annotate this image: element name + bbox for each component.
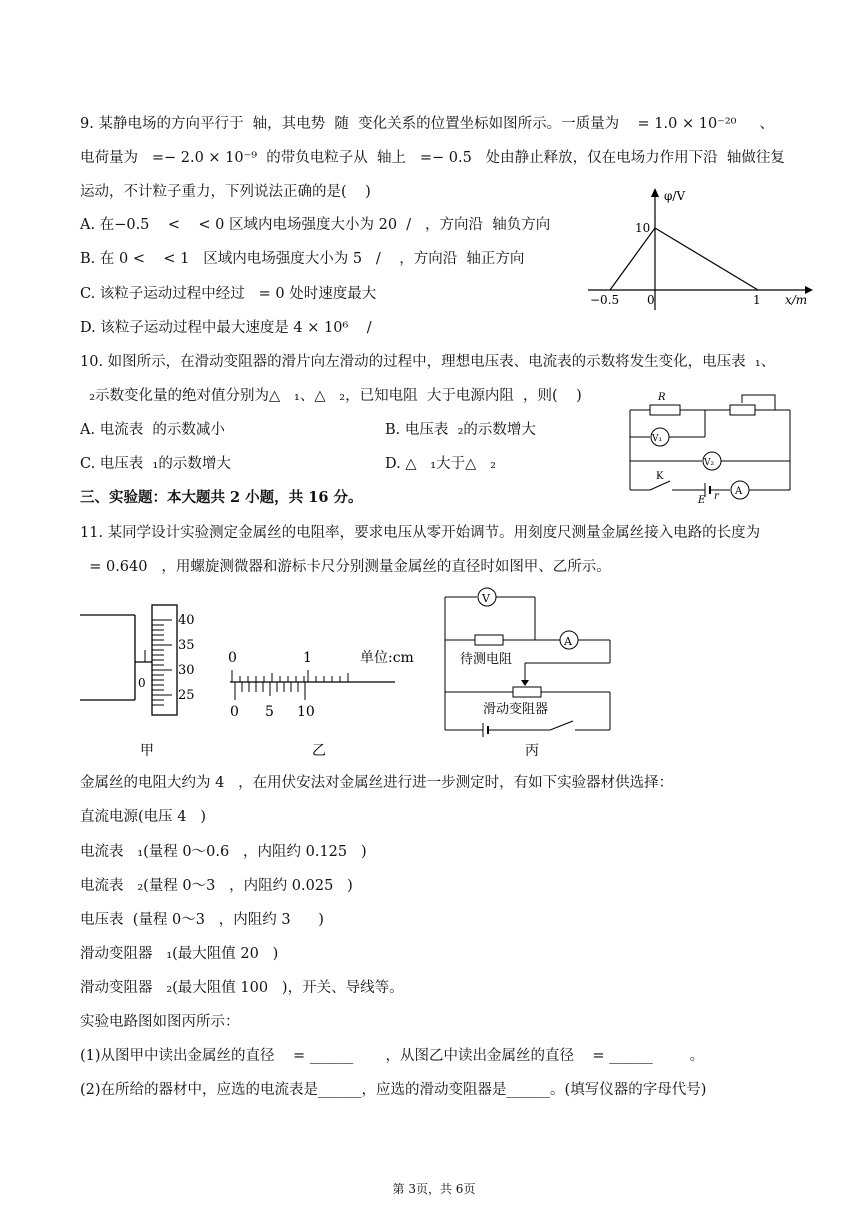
q9-potential-graph [580,180,820,320]
equipment-ammeter-a2: 电流表 ₂(量程 0～3 ，内阻约 0.025 ) [80,878,353,894]
origin-label: 0 [647,293,655,307]
svg-text:40: 40 [178,613,195,628]
switch-k [650,481,670,490]
svg-text:0: 0 [228,650,237,666]
resistor-r [650,405,680,415]
x-neg-label: −0.5 [590,293,620,307]
x-axis-label: x/m [785,293,808,307]
equipment-power-supply: 直流电源(电压 4 ) [80,809,206,825]
svg-text:R: R [658,392,666,403]
q9-stem-line3: 运动，不计粒子重力，下列说法正确的是( ) [80,184,371,200]
peak-label: 10 [635,221,651,235]
svg-text:单位:cm: 单位:cm [360,650,414,666]
svg-text:30: 30 [178,663,195,678]
svg-text:5: 5 [265,704,274,720]
q9-option-c: C. 该粒子运动过程中经过 = 0 处时速度最大 [80,286,377,302]
section-heading: 三、实验题：本大题共 2 小题，共 16 分。 [80,489,363,506]
q11-resistance-line: 金属丝的电阻大约为 4 ，在用伏安法对金属丝进行进一步测定时，有如下实验器材供选择： [80,775,674,791]
caption-yi: 乙 [312,743,326,759]
q10-option-c: C. 电压表 ₁的示数增大 [80,456,231,472]
q9-option-d: D. 该粒子运动过程中最大速度是 4 × 10⁶ / [80,320,372,336]
equipment-rheostat-r1: 滑动变阻器 ₁(最大阻值 20 ) [80,946,279,962]
circuit-intro: 实验电路图如图丙所示： [80,1014,240,1030]
switch [550,721,573,730]
equipment-ammeter-a1: 电流表 ₁(量程 0～0.6 ，内阻约 0.125 ) [80,844,367,860]
fig-jia-micrometer [80,600,210,760]
svg-text:25: 25 [178,688,195,703]
q9-option-b: B. 在 0 < < 1 区域内电场强度大小为 5 / ，方向沿 轴正方向 [80,251,525,267]
q10-option-a: A. 电流表 的示数减小 [80,422,225,438]
equipment-rheostat-r2: 滑动变阻器 ₂(最大阻值 100 )，开关、导线等。 [80,980,404,996]
potential-line [610,228,758,290]
caption-bing: 丙 [525,743,539,759]
equipment-voltmeter: 电压表 (量程 0～3 ，内阻约 3 ) [80,912,324,928]
svg-text:V₂: V₂ [704,458,715,468]
q10-option-b: B. 电压表 ₂的示数增大 [385,422,536,438]
svg-text:0: 0 [230,704,239,720]
fig-yi-vernier [220,640,420,760]
rheostat [513,687,541,697]
y-axis-arrow [651,188,659,197]
test-resistor-label: 待测电阻 [460,652,513,667]
q10-stem-line2: ₂示数变化量的绝对值分别为△ ₁、△ ₂，已知电阻 大于电源内阻 ，则( ) [80,388,582,404]
svg-text:A: A [564,635,572,648]
q11-part-1: (1)从图甲中读出金属丝的直径 = ______ ，从图乙中读出金属丝的直径 = ______ 。 [80,1048,705,1064]
q10-stem-line1: 10. 如图所示，在滑动变阻器的滑片向左滑动的过程中，理想电压表、电流表的示数将发生变化，电压表 ₁、 [80,354,776,370]
test-resistor [475,635,503,645]
q11-part-2: (2)在所给的器材中，应选的电流表是______，应选的滑动变阻器是______。(填写仪器的字母代号) [80,1082,707,1098]
svg-text:V₁: V₁ [652,434,663,444]
svg-text:35: 35 [178,638,195,653]
svg-text:K: K [656,471,664,482]
svg-text:V: V [482,592,490,605]
x-pos-label: 1 [753,293,761,307]
caption-jia: 甲 [140,743,154,759]
svg-text:10: 10 [297,704,315,720]
y-axis-label: φ/V [664,189,686,203]
q9-stem-line2: 电荷量为 =− 2.0 × 10⁻⁹ 的带负电粒子从 轴上 =− 0.5 处由静止释放，仅在电场力作用下沿 轴做往复 [80,150,785,166]
svg-text:1: 1 [303,650,312,666]
q9-option-a: A. 在−0.5 < < 0 区域内电场强度大小为 20 / ，方向沿 轴负方向 [80,217,551,233]
svg-text:0: 0 [138,676,146,690]
svg-text:E: E [698,495,706,506]
q9-stem-line1: 9. 某静电场的方向平行于 轴，其电势 随 变化关系的位置坐标如图所示。一质量为 = 1.0 × 10⁻²⁰ 、 [80,116,774,132]
q10-option-d: D. △ ₁大于△ ₂ [385,456,496,472]
svg-text:A: A [735,486,743,497]
fig-bing-circuit [435,585,625,760]
q11-stem-line2: = 0.640 ，用螺旋测微器和游标卡尺分别测量金属丝的直径时如图甲、乙所示。 [80,559,611,575]
q10-circuit-diagram [620,385,800,506]
q11-stem-line1: 11. 某同学设计实验测定金属丝的电阻率，要求电压从零开始调节。用刻度尺测量金属丝接入电路的长度为 [80,525,761,541]
rheostat [730,405,755,415]
svg-text:r: r [714,491,719,502]
page-footer: 第 3页，共 6页 [392,1182,476,1196]
rheostat-label: 滑动变阻器 [483,702,549,717]
